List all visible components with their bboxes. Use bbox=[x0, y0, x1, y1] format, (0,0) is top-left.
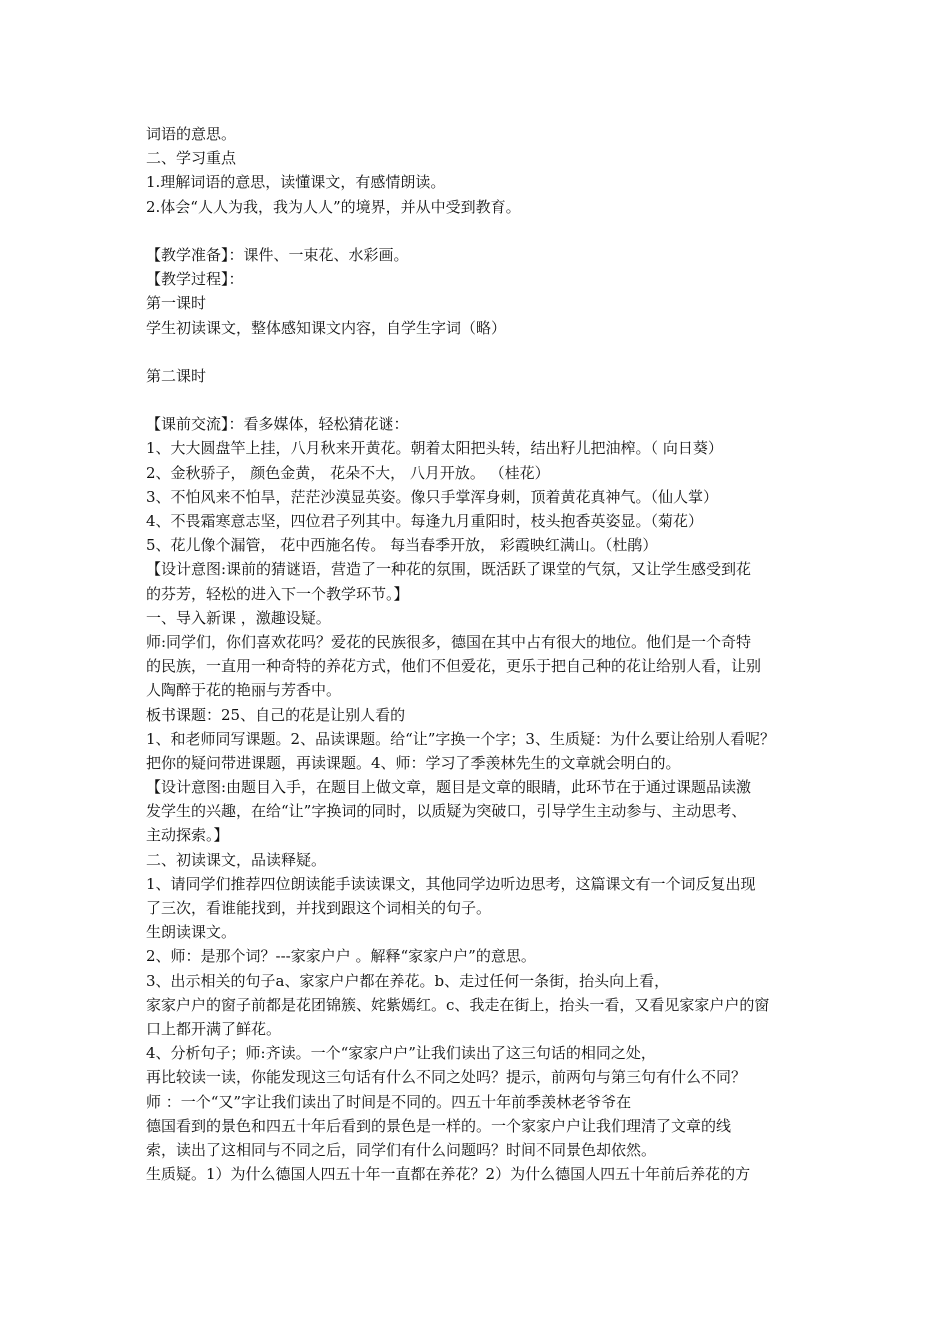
text-line: 学生初读课文，整体感知课文内容，自学生字词（略） bbox=[146, 318, 507, 337]
text-line: 人陶醉于花的艳丽与芳香中。 bbox=[146, 681, 342, 700]
text-line: 家家户户的窗子前都是花团锦簇、姹紫嫣红。c、我走在街上，抬头一看，又看见家家户户的窗 bbox=[146, 995, 770, 1014]
riddle-line: 3、不怕风来不怕旱，茫茫沙漠显英姿。像只手掌浑身刺，顶着黄花真神气。（仙人掌） bbox=[146, 487, 719, 506]
text-line: 词语的意思。 bbox=[146, 125, 237, 143]
text-line: 【设计意图:由题目入手，在题目上做文章，题目是文章的眼睛，此环节在于通过课题品读激 bbox=[146, 778, 752, 797]
text-line: 师 ：一个“又”字让我们读出了时间是不同的。四五十年前季羡林老爷爷在 bbox=[146, 1092, 632, 1111]
text-line: 2、师：是那个词？---家家户户 。解释“家家户户”的意思。 bbox=[146, 947, 536, 966]
text-line: 主动探索。】 bbox=[146, 826, 229, 845]
text-line: 【设计意图:课前的猜谜语，营造了一种花的氛围，既活跃了课堂的气氛，又让学生感受到花 bbox=[146, 560, 752, 579]
text-line: 口上都开满了鲜花。 bbox=[146, 1019, 282, 1038]
text-line: 发学生的兴趣，在给“让”字换词的同时，以质疑为突破口，引导学生主动参与、主动思考、 bbox=[146, 802, 747, 821]
text-line: 的芬芳，轻松的进入下一个教学环节。】 bbox=[146, 584, 409, 603]
section-heading: 二、初读课文，品读释疑。 bbox=[146, 850, 327, 869]
text-line: 德国看到的景色和四五十年后看到的景色是一样的。一个家家户户让我们理清了文章的线 bbox=[146, 1116, 732, 1135]
text-line: 板书课题：25、自己的花是让别人看的 bbox=[146, 705, 406, 724]
text-line: 【教学过程】： bbox=[146, 270, 244, 289]
riddle-line: 2、金秋骄子， 颜色金黄， 花朵不大， 八月开放。 （桂花） bbox=[146, 463, 550, 482]
document-page bbox=[146, 122, 816, 1186]
section-heading: 第一课时 bbox=[146, 294, 207, 313]
text-line: 了三次，看谁能找到，并找到跟这个词相关的句子。 bbox=[146, 899, 492, 917]
text-line: 生质疑。1）为什么德国人四五十年一直都在养花？2）为什么德国人四五十年前后养花的方 bbox=[146, 1165, 751, 1184]
blank-line bbox=[146, 388, 816, 412]
section-heading: 一、导入新课 ，激趣设疑。 bbox=[146, 608, 331, 627]
section-heading: 第二课时 bbox=[146, 366, 207, 385]
text-line: 师:同学们，你们喜欢花吗？爱花的民族很多，德国在其中占有很大的地位。他们是一个奇特 bbox=[146, 632, 752, 651]
text-line: 【教学准备】：课件、一束花、水彩画。 bbox=[146, 245, 409, 264]
riddle-line: 1、大大圆盘竿上挂，八月秋来开黄花。朝着太阳把头转，结出籽儿把油榨。（ 向日葵） bbox=[146, 439, 723, 458]
blank-line bbox=[146, 219, 816, 243]
section-heading: 二、学习重点 bbox=[146, 149, 237, 168]
blank-line bbox=[146, 340, 816, 364]
text-line: 索，读出了这相同与不同之后，同学们有什么问题吗？时间不同景色却依然。 bbox=[146, 1140, 657, 1159]
text-line: 2.体会“人人为我，我为人人”的境界，并从中受到教育。 bbox=[146, 197, 521, 216]
text-line: 的民族，一直用一种奇特的养花方式，他们不但爱花，更乐于把自己种的花让给别人看，让别 bbox=[146, 657, 762, 676]
text-line: 4、分析句子；师:齐读。一个“家家户户”让我们读出了这三句话的相同之处， bbox=[146, 1044, 656, 1063]
text-line: 把你的疑问带进课题，再读课题。4、师：学习了季羡林先生的文章就会明白的。 bbox=[146, 753, 681, 772]
text-line: 再比较读一读，你能发现这三句话有什么不同之处吗？提示，前两句与第三句有什么不同？ bbox=[146, 1068, 747, 1087]
riddle-line: 5、花儿像个漏管， 花中西施名传。 每当春季开放， 彩霞映红满山。（杜鹃） bbox=[146, 536, 658, 555]
text-line: 3、出示相关的句子a、家家户户都在养花。b、走过任何一条街，抬头向上看， bbox=[146, 971, 670, 990]
text-line: 【课前交流】：看多媒体，轻松猜花谜： bbox=[146, 415, 409, 434]
riddle-line: 4、不畏霜寒意志坚，四位君子列其中。每逢九月重阳时，枝头抱香英姿显。（菊花） bbox=[146, 512, 704, 530]
text-line: 1.理解词语的意思，读懂课文，有感情朗读。 bbox=[146, 173, 446, 192]
text-line: 1、和老师同写课题。2、品读课题。给“让”字换一个字；3、生质疑：为什么要让给别人看呢？ bbox=[146, 729, 775, 748]
text-line: 生朗读课文。 bbox=[146, 923, 237, 942]
text-line: 1、请同学们推荐四位朗读能手读读课文，其他同学边听边思考，这篇课文有一个词反复出现 bbox=[146, 874, 756, 893]
